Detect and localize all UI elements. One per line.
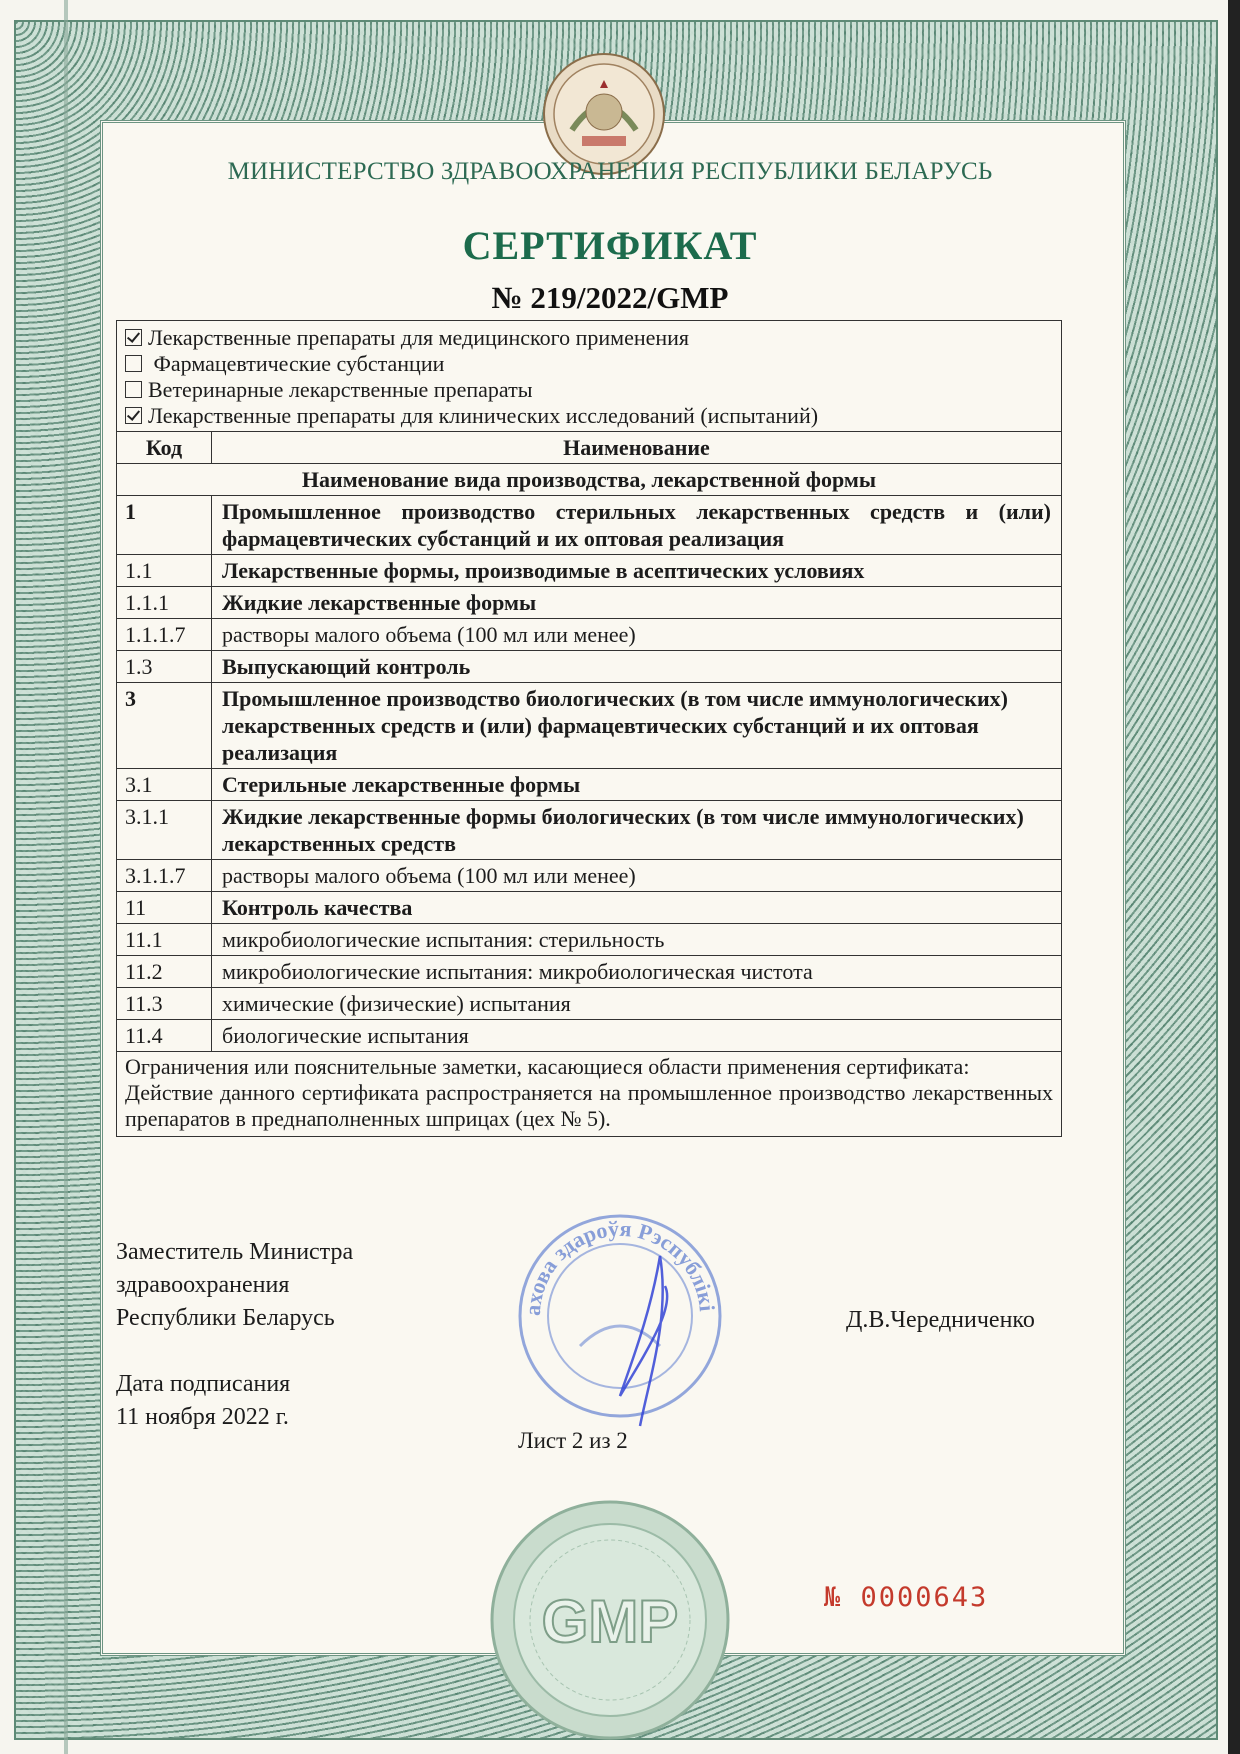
checklist-item: Ветеринарные лекарственные препараты bbox=[125, 377, 1053, 403]
table-row: 3.1.1.7 растворы малого объема (100 мл или менее) bbox=[117, 860, 1062, 892]
table-row: 3 Промышленное производство биологических (в том числе иммунологических) лекарственных средств и (или) фармацевтических субстанций и их оптовая реализация bbox=[117, 683, 1062, 769]
table-row: 1.1.1 Жидкие лекарственные формы bbox=[117, 587, 1062, 619]
notes-text: Действие данного сертификата распространяется на промышленное производство лекарственных препаратов в преднаполненных шприцах (цех № 5). bbox=[125, 1080, 1053, 1131]
table-row: 1.3 Выпускающий контроль bbox=[117, 651, 1062, 683]
gmp-seal-text: GMP bbox=[541, 1588, 679, 1655]
checkbox-empty-icon bbox=[125, 355, 142, 372]
table-row: 11.1 микробиологические испытания: стерильность bbox=[117, 924, 1062, 956]
certificate-number: № 219/2022/GMP bbox=[491, 280, 729, 315]
restrictions-notes bbox=[116, 1052, 1062, 1137]
signatory-name: Д.В.Чередниченко bbox=[846, 1307, 1035, 1333]
table-row: 11 Контроль качества bbox=[117, 892, 1062, 924]
signatory-position: Заместитель Министра здравоохранения Республики Беларусь bbox=[116, 1239, 354, 1331]
table-row: 3.1.1 Жидкие лекарственные формы биологических (в том числе иммунологических) лекарственных средств bbox=[117, 801, 1062, 860]
sheet-number: Лист 2 из 2 bbox=[518, 1428, 628, 1453]
certificate-content bbox=[116, 320, 1062, 1137]
table-row: 11.4 биологические испытания bbox=[117, 1020, 1062, 1052]
checklist-item: Лекарственные препараты для клинических исследований (испытаний) bbox=[125, 403, 1053, 429]
table-row: 1 Промышленное производство стерильных лекарственных средств и (или) фармацевтических субстанций и их оптовая реализация bbox=[117, 496, 1062, 555]
gmp-hologram-seal-icon bbox=[460, 1470, 760, 1740]
column-header-name: Наименование bbox=[212, 432, 1062, 464]
table-row: 3.1 Стерильные лекарственные формы bbox=[117, 769, 1062, 801]
notes-heading: Ограничения или пояснительные заметки, касающиеся области применения сертификата: bbox=[125, 1054, 970, 1079]
product-type-checklist bbox=[116, 320, 1062, 431]
checkbox-checked-icon bbox=[125, 407, 142, 424]
scan-fold-line bbox=[64, 0, 68, 1754]
signing-date: Дата подписания 11 ноября 2022 г. bbox=[116, 1371, 291, 1430]
checklist-item: Фармацевтические субстанции bbox=[125, 351, 1053, 377]
checkbox-checked-icon bbox=[125, 329, 142, 346]
section-title: Наименование вида производства, лекарственной формы bbox=[117, 464, 1062, 496]
table-row: 11.3 химические (физические) испытания bbox=[117, 988, 1062, 1020]
scan-edge bbox=[1228, 0, 1240, 1754]
scope-table bbox=[116, 431, 1062, 1052]
official-stamp-icon bbox=[500, 1196, 740, 1436]
checkbox-empty-icon bbox=[125, 381, 142, 398]
certificate-title: СЕРТИФИКАТ bbox=[462, 223, 758, 268]
handwritten-signature bbox=[620, 1256, 667, 1426]
stamp-text: ахова здароўя Рэспублікі bbox=[519, 1215, 720, 1317]
serial-number: № 0000643 bbox=[824, 1582, 989, 1613]
table-row: 11.2 микробиологические испытания: микробиологическая чистота bbox=[117, 956, 1062, 988]
column-header-code: Код bbox=[117, 432, 212, 464]
ministry-heading: МИНИСТЕРСТВО ЗДРАВООХРАНЕНИЯ РЕСПУБЛИКИ БЕЛАРУСЬ bbox=[227, 158, 993, 185]
checklist-item: Лекарственные препараты для медицинского применения bbox=[125, 325, 1053, 351]
table-row: 1.1.1.7 растворы малого объема (100 мл или менее) bbox=[117, 619, 1062, 651]
table-row: 1.1 Лекарственные формы, производимые в асептических условиях bbox=[117, 555, 1062, 587]
